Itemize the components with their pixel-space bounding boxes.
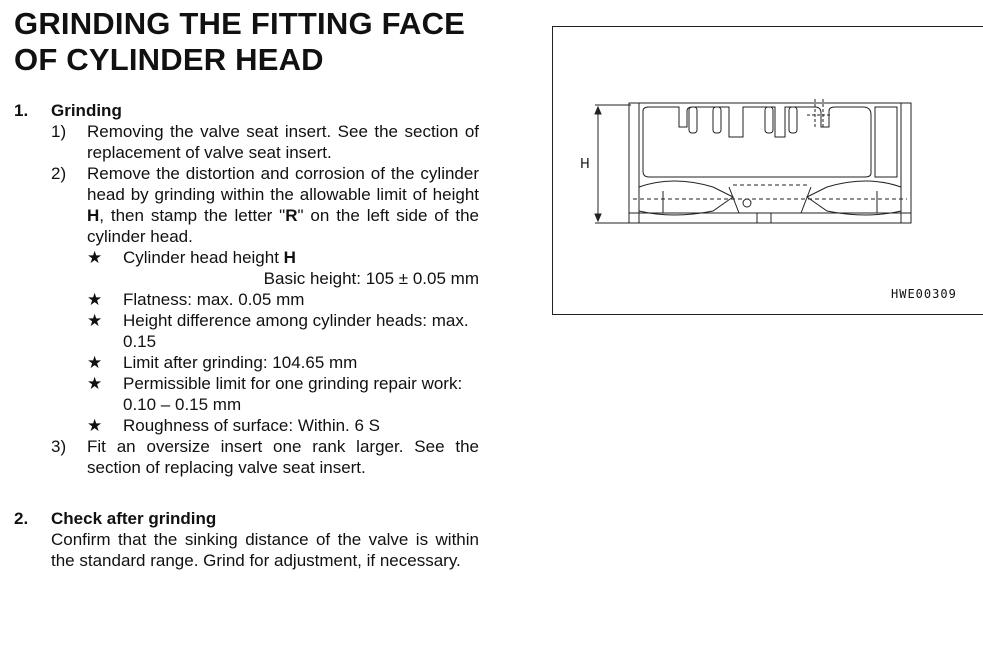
spec-height: ★ Cylinder head height H Basic height: 105 ± 0.05 mm bbox=[87, 248, 479, 288]
star-icon: ★ bbox=[87, 416, 103, 435]
star-icon: ★ bbox=[87, 290, 103, 309]
step-text: Remove the distortion and corrosion of the cylinder head by grinding within the allowable limit of height H, then stamp the letter "R" on the left side of the cylinder head. bbox=[87, 164, 479, 246]
figure-cylinder-head bbox=[552, 26, 983, 315]
spec-permissible-limit: ★ Permissible limit for one grinding repair work: 0.10 – 0.15 mm bbox=[87, 374, 463, 414]
figure-code: HWE00309 bbox=[891, 287, 957, 301]
section-number: 2. bbox=[14, 509, 29, 528]
dimension-h-label: H bbox=[580, 157, 590, 172]
section-heading-check bbox=[14, 508, 479, 529]
section-heading-grinding bbox=[14, 100, 479, 121]
section-title: Grinding bbox=[51, 101, 122, 120]
star-icon: ★ bbox=[87, 311, 103, 330]
spec-limit-after-grinding: ★ Limit after grinding: 104.65 mm bbox=[87, 353, 358, 372]
star-icon: ★ bbox=[87, 374, 103, 393]
step-2 bbox=[51, 163, 479, 247]
section-body: Confirm that the sinking distance of the valve is within the standard range. Grind for adjustment, if necessary. bbox=[51, 530, 479, 570]
step-number: 1) bbox=[51, 122, 67, 141]
spec-flatness: ★ Flatness: max. 0.05 mm bbox=[87, 290, 305, 309]
step-1 bbox=[51, 121, 479, 163]
step-number: 3) bbox=[51, 437, 67, 456]
title-line-2: OF CYLINDER HEAD bbox=[14, 42, 324, 77]
step-number: 2) bbox=[51, 164, 67, 183]
step-text: Fit an oversize insert one rank larger. See the section of replacing valve seat insert. bbox=[87, 437, 479, 477]
spec-height-difference: ★ Height difference among cylinder heads: max. 0.15 bbox=[87, 311, 469, 351]
step-3 bbox=[51, 436, 479, 478]
instructions-column bbox=[14, 100, 479, 571]
spec-value: Basic height: 105 ± 0.05 mm bbox=[263, 269, 479, 288]
section-title: Check after grinding bbox=[51, 509, 217, 528]
step-text: Removing the valve seat insert. See the section of replacement of valve seat insert. bbox=[87, 122, 479, 162]
cylinder-head-drawing bbox=[553, 27, 983, 316]
page-title bbox=[14, 6, 465, 78]
title-line-1: GRINDING THE FITTING FACE bbox=[14, 6, 466, 41]
star-icon: ★ bbox=[87, 248, 103, 267]
star-icon: ★ bbox=[87, 353, 103, 372]
spec-roughness: ★ Roughness of surface: Within. 6 S bbox=[87, 416, 381, 435]
section-number: 1. bbox=[14, 101, 29, 120]
